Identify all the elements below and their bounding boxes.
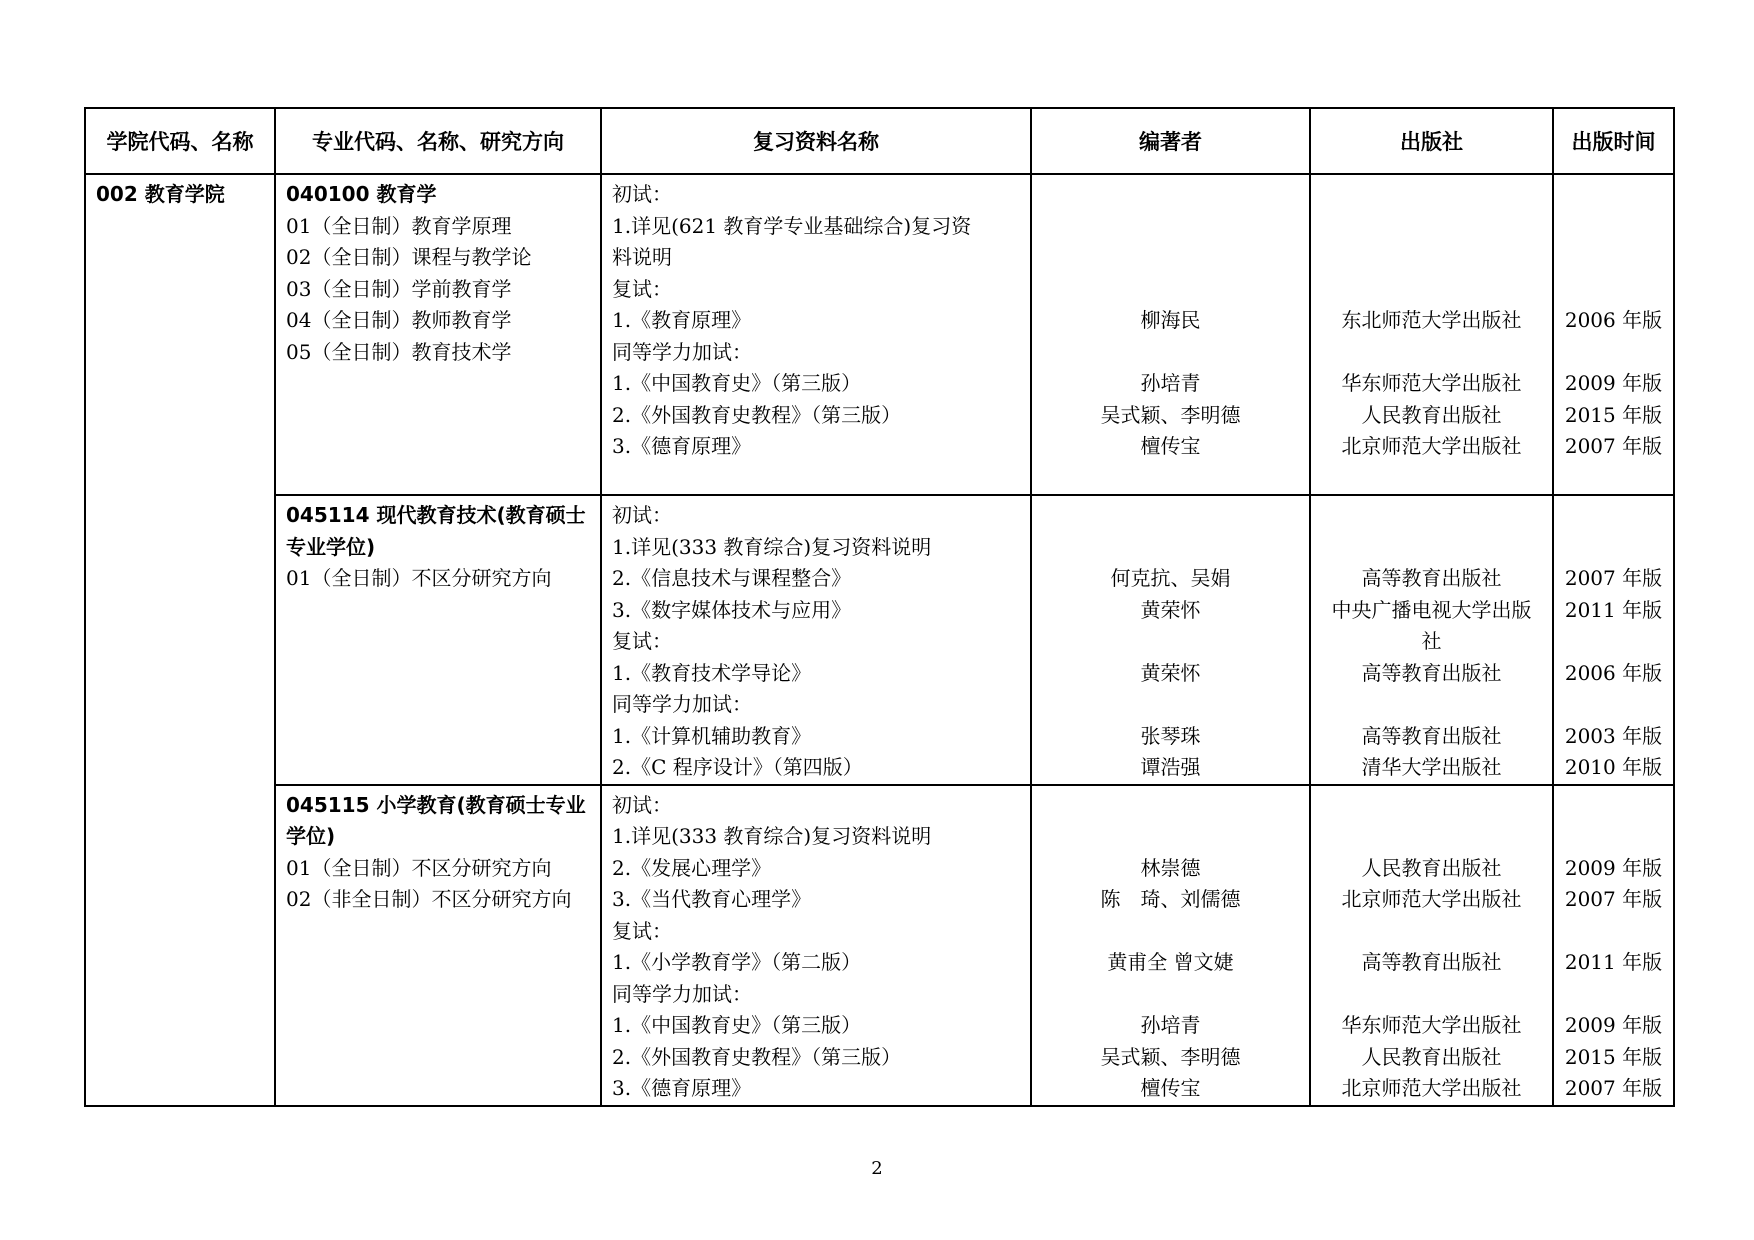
author-name xyxy=(1036,463,1305,495)
author-name xyxy=(1036,790,1305,822)
header-publisher: 出版社 xyxy=(1310,108,1553,174)
author-name: 黄荣怀 xyxy=(1140,660,1201,685)
publisher-name: 高等教育出版社 xyxy=(1361,566,1502,590)
material-line: 3.《数字媒体技术与应用》 xyxy=(612,597,852,622)
material-line: 复试： xyxy=(612,629,672,653)
year-cell xyxy=(1553,174,1674,495)
publish-year xyxy=(1558,274,1669,306)
author-name xyxy=(1036,179,1305,211)
author-name xyxy=(1036,337,1305,369)
publisher-name xyxy=(1315,979,1548,1011)
publish-year xyxy=(1558,179,1669,211)
publisher-name xyxy=(1315,916,1548,948)
author-name: 张琴珠 xyxy=(1140,723,1201,748)
publisher-name: 人民教育出版社 xyxy=(1361,402,1502,427)
research-direction: 01（全日制）教育学原理 xyxy=(286,213,512,238)
material-line: 1.详见(333 教育综合)复习资料说明 xyxy=(612,824,932,848)
material-line: 2.《外国教育史教程》（第三版） xyxy=(612,402,902,427)
author-name: 孙培青 xyxy=(1140,1013,1201,1037)
author-name xyxy=(1036,242,1305,274)
research-direction: 04（全日制）教师教育学 xyxy=(286,308,512,332)
material-line: 料说明 xyxy=(612,245,672,269)
material-line: 2.《发展心理学》 xyxy=(612,855,772,880)
header-year: 出版时间 xyxy=(1553,108,1674,174)
major-cell xyxy=(275,495,601,785)
publish-year xyxy=(1558,463,1669,495)
major-cell xyxy=(275,785,601,1106)
material-line: 同等学力加试： xyxy=(612,339,752,364)
publisher-name xyxy=(1315,532,1548,564)
major-title: 045115 小学教育(教育硕士专业 xyxy=(286,792,586,817)
publisher-name: 北京师范大学出版社 xyxy=(1341,434,1522,458)
publish-year: 2007 年版 xyxy=(1564,1076,1663,1100)
material-line: 3.《德育原理》 xyxy=(612,434,752,458)
publish-year: 2009 年版 xyxy=(1564,371,1663,395)
material-line: 2.《信息技术与课程整合》 xyxy=(612,566,852,590)
publish-year xyxy=(1558,979,1669,1011)
material-cell xyxy=(601,785,1031,1106)
publish-year: 2009 年版 xyxy=(1564,855,1663,880)
publish-year: 2006 年版 xyxy=(1564,308,1663,332)
author-name: 吴式颖、李明德 xyxy=(1100,402,1241,427)
header-material: 复习资料名称 xyxy=(601,108,1031,174)
college-cell xyxy=(85,174,275,1106)
material-line: 复试： xyxy=(612,276,672,301)
author-name xyxy=(1036,274,1305,306)
publish-year: 2011 年版 xyxy=(1564,597,1663,622)
material-line: 同等学力加试： xyxy=(612,981,752,1006)
header-row xyxy=(85,108,1674,174)
publish-year xyxy=(1558,532,1669,564)
publish-year: 2007 年版 xyxy=(1564,566,1663,590)
material-line: 1.详见(333 教育综合)复习资料说明 xyxy=(612,534,932,559)
material-line: 1.《中国教育史》（第三版） xyxy=(612,1013,862,1037)
author-name: 檀传宝 xyxy=(1140,434,1201,458)
publish-year: 2010 年版 xyxy=(1564,755,1663,779)
publisher-name: 高等教育出版社 xyxy=(1361,723,1502,748)
research-direction: 01（全日制）不区分研究方向 xyxy=(286,855,552,880)
research-direction: 03（全日制）学前教育学 xyxy=(286,276,512,301)
author-name xyxy=(1036,532,1305,564)
author-name: 黄甫全 曾文婕 xyxy=(1107,950,1234,974)
publisher-name: 华东师范大学出版社 xyxy=(1341,371,1522,395)
author-name: 檀传宝 xyxy=(1140,1076,1201,1100)
author-cell xyxy=(1031,785,1310,1106)
publisher-name: 华东师范大学出版社 xyxy=(1341,1013,1522,1037)
publisher-name: 清华大学出版社 xyxy=(1361,755,1502,779)
author-name: 何克抗、吴娟 xyxy=(1110,566,1231,590)
college-name: 002 教育学院 xyxy=(96,182,225,206)
material-line: 1.《中国教育史》（第三版） xyxy=(612,371,862,395)
publisher-cell xyxy=(1310,174,1553,495)
publisher-name xyxy=(1315,211,1548,243)
material-line: 初试： xyxy=(612,792,672,817)
material-line: 3.《德育原理》 xyxy=(612,1076,752,1100)
author-name: 孙培青 xyxy=(1140,371,1201,395)
year-cell xyxy=(1553,495,1674,785)
publish-year xyxy=(1558,242,1669,274)
table-body xyxy=(85,174,1674,1106)
material-line: 1.《教育原理》 xyxy=(612,308,752,332)
author-name xyxy=(1036,821,1305,853)
material-cell xyxy=(601,495,1031,785)
author-name xyxy=(1036,979,1305,1011)
publish-year xyxy=(1558,916,1669,948)
material-line xyxy=(612,463,1022,495)
publish-year: 2015 年版 xyxy=(1564,1044,1663,1069)
publish-year xyxy=(1558,500,1669,532)
research-direction: 02（全日制）课程与教学论 xyxy=(286,245,532,269)
publisher-name xyxy=(1315,337,1548,369)
publisher-name: 中央广播电视大学出版 xyxy=(1331,597,1532,622)
author-name: 黄荣怀 xyxy=(1140,597,1201,622)
publisher-cell xyxy=(1310,785,1553,1106)
publisher-name: 东北师范大学出版社 xyxy=(1341,308,1522,332)
publish-year: 2011 年版 xyxy=(1564,950,1663,974)
research-direction: 01（全日制）不区分研究方向 xyxy=(286,566,552,590)
publisher-name xyxy=(1315,500,1548,532)
section-row xyxy=(85,495,1674,785)
author-cell xyxy=(1031,174,1310,495)
major-title: 045114 现代教育技术(教育硕士 xyxy=(286,503,586,527)
publisher-name xyxy=(1315,689,1548,721)
publisher-name: 北京师范大学出版社 xyxy=(1341,1076,1522,1100)
material-line: 1.《教育技术学导论》 xyxy=(612,660,812,685)
major-title: 040100 教育学 xyxy=(286,182,437,206)
author-name xyxy=(1036,626,1305,658)
publisher-name xyxy=(1315,274,1548,306)
research-direction: 02（非全日制）不区分研究方向 xyxy=(286,887,572,911)
publisher-name: 北京师范大学出版社 xyxy=(1341,887,1522,911)
author-name: 柳海民 xyxy=(1140,308,1201,332)
publisher-name: 人民教育出版社 xyxy=(1361,855,1502,880)
publisher-name xyxy=(1315,242,1548,274)
year-cell xyxy=(1553,785,1674,1106)
material-cell xyxy=(601,174,1031,495)
publish-year xyxy=(1558,821,1669,853)
publisher-name xyxy=(1315,463,1548,495)
syllabus-table xyxy=(84,107,1675,1107)
material-line: 同等学力加试： xyxy=(612,692,752,716)
publisher-name: 高等教育出版社 xyxy=(1361,660,1502,685)
author-name: 陈 琦、刘儒德 xyxy=(1100,887,1241,911)
publish-year: 2007 年版 xyxy=(1564,887,1663,911)
major-cell xyxy=(275,174,601,495)
publish-year xyxy=(1558,337,1669,369)
author-name: 吴式颖、李明德 xyxy=(1100,1044,1241,1069)
author-name xyxy=(1036,689,1305,721)
section-row xyxy=(85,174,1674,495)
publisher-cell xyxy=(1310,495,1553,785)
material-line: 复试： xyxy=(612,918,672,943)
publish-year: 2007 年版 xyxy=(1564,434,1663,458)
major-title: 专业学位) xyxy=(286,534,376,559)
material-line: 2.《C 程序设计》（第四版） xyxy=(612,755,863,779)
author-name xyxy=(1036,211,1305,243)
publisher-name xyxy=(1315,179,1548,211)
publish-year xyxy=(1558,211,1669,243)
publisher-name xyxy=(1315,821,1548,853)
author-cell xyxy=(1031,495,1310,785)
author-name xyxy=(1036,916,1305,948)
material-line: 初试： xyxy=(612,503,672,527)
major-title: 学位) xyxy=(286,824,336,848)
material-line: 1.详见(621 教育学专业基础综合)复习资 xyxy=(612,213,972,238)
publish-year xyxy=(1558,689,1669,721)
research-direction: 05（全日制）教育技术学 xyxy=(286,339,512,364)
material-line: 3.《当代教育心理学》 xyxy=(612,887,812,911)
author-name xyxy=(1036,500,1305,532)
header-college: 学院代码、名称 xyxy=(85,108,275,174)
publish-year: 2003 年版 xyxy=(1564,723,1663,748)
publish-year: 2006 年版 xyxy=(1564,660,1663,685)
publish-year: 2015 年版 xyxy=(1564,402,1663,427)
publisher-name: 高等教育出版社 xyxy=(1361,950,1502,974)
material-line: 1.《小学教育学》（第二版） xyxy=(612,950,862,974)
publisher-name xyxy=(1315,790,1548,822)
publish-year xyxy=(1558,790,1669,822)
header-author: 编著者 xyxy=(1031,108,1310,174)
publish-year: 2009 年版 xyxy=(1564,1013,1663,1037)
material-line: 2.《外国教育史教程》（第三版） xyxy=(612,1044,902,1069)
publisher-name: 社 xyxy=(1421,629,1442,653)
publisher-name: 人民教育出版社 xyxy=(1361,1044,1502,1069)
author-name: 谭浩强 xyxy=(1140,755,1201,779)
publish-year xyxy=(1558,626,1669,658)
page-number: 2 xyxy=(871,1158,883,1179)
section-row xyxy=(85,785,1674,1106)
author-name: 林崇德 xyxy=(1140,855,1201,880)
material-line: 初试： xyxy=(612,182,672,206)
material-line: 1.《计算机辅助教育》 xyxy=(612,723,812,748)
header-major: 专业代码、名称、研究方向 xyxy=(275,108,601,174)
